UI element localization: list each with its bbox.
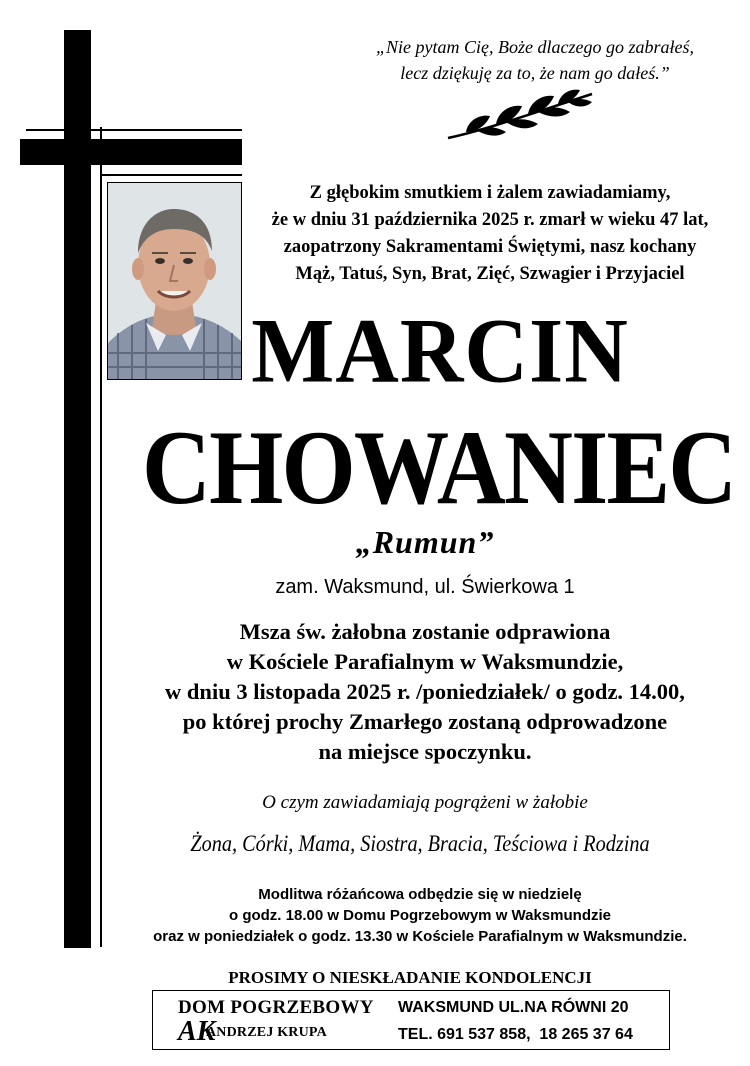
funeral-home-address: WAKSMUND UL.NA RÓWNI 20: [398, 999, 629, 1016]
epigraph: [330, 34, 740, 86]
mass-line-4: po której prochy Zmarłego zostaną odprowadzone: [182, 709, 668, 734]
laurel-branch-icon: [446, 86, 596, 146]
funeral-home-logo: AK: [178, 1016, 216, 1047]
portrait-photo: [107, 182, 242, 380]
funeral-mass-info: [105, 617, 745, 767]
mass-line-3: w dniu 3 listopada 2025 r. /poniedziałek/ o godz. 14.00,: [165, 679, 685, 704]
announcement-intro: [245, 180, 735, 288]
deceased-address: zam. Waksmund, ul. Świerkowa 1: [275, 576, 575, 598]
cross-outline-top: [26, 129, 242, 131]
condolence-request: PROSIMY O NIESKŁADANIE KONDOLENCJI: [228, 968, 592, 987]
intro-line-4: Mąż, Tatuś, Syn, Brat, Zięć, Szwagier i Przyjaciel: [295, 264, 685, 284]
epigraph-line-1: „Nie pytam Cię, Boże dlaczego go zabrałeś,: [376, 37, 694, 57]
funeral-home-name: DOM POGRZEBOWY: [178, 997, 374, 1018]
funeral-home-owner: [178, 1016, 398, 1048]
rosary-line-2: o godz. 18.00 w Domu Pogrzebowym w Waksmundzie: [228, 907, 611, 924]
funeral-home-owner-name: ANDRZEJ KRUPA: [206, 1025, 327, 1040]
intro-line-2: że w dniu 31 października 2025 r. zmarł w wieku 47 lat,: [271, 210, 709, 230]
mourners-family: Żona, Córki, Mama, Siostra, Bracia, Teściowa i Rodzina: [190, 831, 650, 856]
deceased-nickname: „Rumun”: [355, 524, 495, 560]
rosary-info: [95, 884, 745, 947]
mass-line-5: na miejsce spoczynku.: [318, 739, 532, 764]
deceased-last-name: CHOWANIEC: [142, 409, 736, 526]
mourners-announce: O czym zawiadamiają pogrążeni w żałobie: [262, 792, 588, 813]
rosary-line-3: oraz w poniedziałek o godz. 13.30 w Kościele Parafialnym w Waksmundzie.: [153, 928, 687, 945]
mass-line-1: Msza św. żałobna zostanie odprawiona: [239, 619, 611, 644]
rosary-line-1: Modlitwa różańcowa odbędzie się w niedzielę: [258, 886, 582, 903]
funeral-home-phone: TEL. 691 537 858, 18 265 37 64: [398, 1026, 633, 1043]
cross-icon-vertical: [64, 30, 91, 948]
cross-icon-horizontal: [20, 139, 242, 165]
cross-outline-bottom: [100, 174, 242, 176]
cross-outline-vertical: [100, 127, 102, 947]
epigraph-line-2: lecz dziękuję za to, że nam go dałeś.”: [400, 63, 670, 83]
deceased-first-name: MARCIN: [251, 300, 629, 403]
mass-line-2: w Kościele Parafialnym w Waksmundzie,: [226, 649, 624, 674]
intro-line-3: zaopatrzony Sakramentami Świętymi, nasz kochany: [283, 237, 697, 257]
intro-line-1: Z głębokim smutkiem i żalem zawiadamiamy,: [309, 183, 671, 203]
